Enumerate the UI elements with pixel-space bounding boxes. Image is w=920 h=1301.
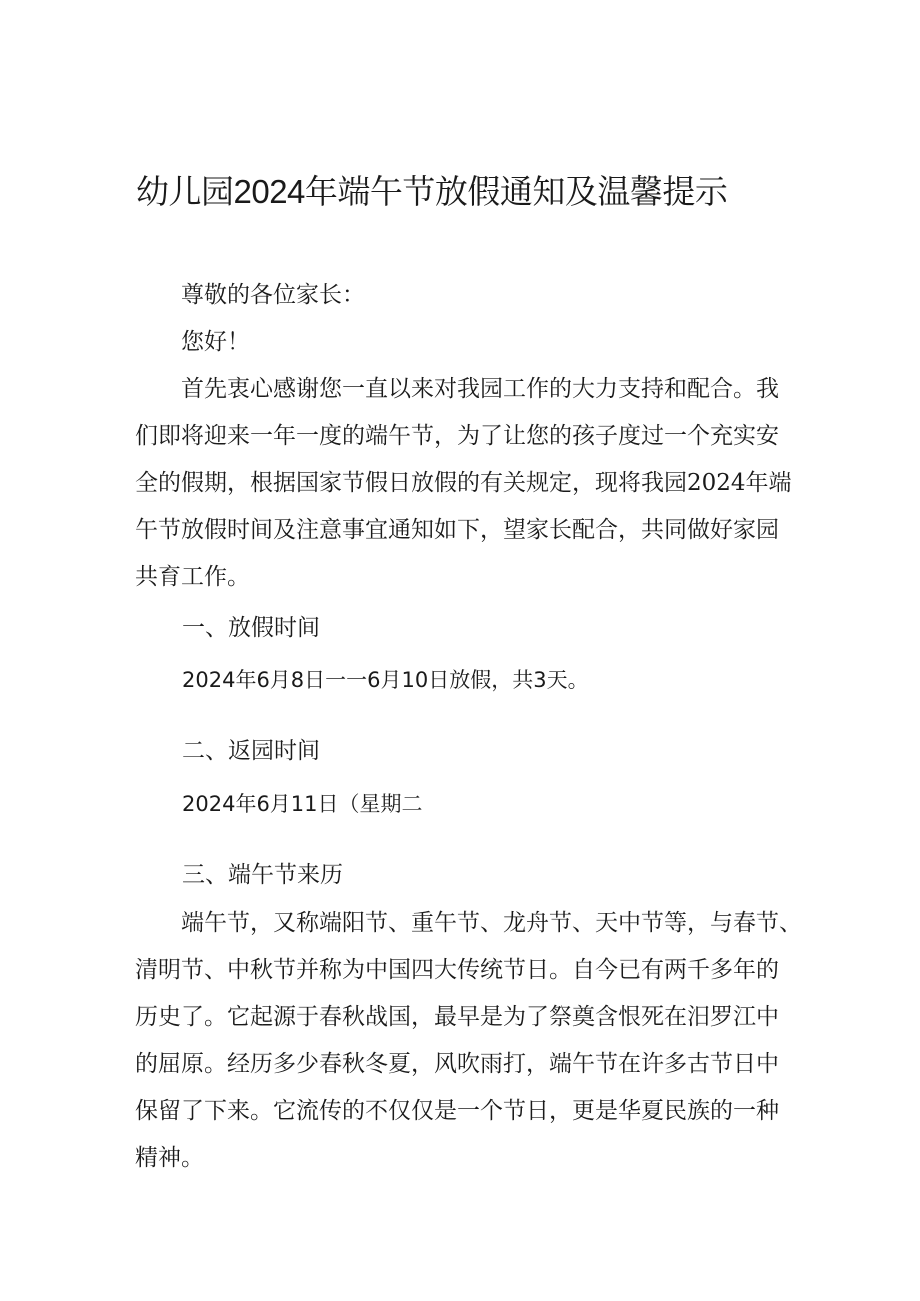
section1-content: 2024年6月8日一一6月10日放假，共3天。 xyxy=(182,668,589,692)
section1-heading: 一、放假时间 xyxy=(182,615,320,641)
section3-heading: 三、端午节来历 xyxy=(182,862,343,888)
intro-line: 共育工作。 xyxy=(135,564,250,590)
intro-line: 午节放假时间及注意事宜通知如下，望家长配合，共同做好家园 xyxy=(135,517,779,543)
history-line: 清明节、中秋节并称为中国四大传统节日。自今已有两千多年的 xyxy=(135,957,779,983)
greeting: 尊敬的各位家长： xyxy=(181,282,365,308)
intro-paragraph xyxy=(135,366,792,601)
hello: 您好！ xyxy=(181,329,250,355)
intro-line: 们即将迎来一年一度的端午节，为了让您的孩子度过一个充实安 xyxy=(135,423,779,449)
history-line: 精神。 xyxy=(135,1145,204,1171)
history-line: 历史了。它起源于春秋战国，最早是为了祭奠含恨死在汨罗江中 xyxy=(135,1004,779,1030)
document-title: 幼儿园2024年端午节放假通知及温馨提示 xyxy=(136,173,728,210)
intro-line: 首先衷心感谢您一直以来对我园工作的大力支持和配合。我 xyxy=(181,376,779,402)
section2-heading: 二、返园时间 xyxy=(182,738,320,764)
history-line: 端午节，又称端阳节、重午节、龙舟节、天中节等，与春节、 xyxy=(181,910,802,936)
history-line: 保留了下来。它流传的不仅仅是一个节日，更是华夏民族的一种 xyxy=(135,1098,779,1124)
section2-content: 2024年6月11日（星期二 xyxy=(182,792,423,816)
section3-paragraph xyxy=(135,900,802,1182)
history-line: 的屈原。经历多少春秋冬夏，风吹雨打，端午节在许多古节日中 xyxy=(135,1051,779,1077)
greeting-block xyxy=(135,272,785,366)
intro-line: 全的假期，根据国家节假日放假的有关规定，现将我园2024年端 xyxy=(135,470,792,496)
